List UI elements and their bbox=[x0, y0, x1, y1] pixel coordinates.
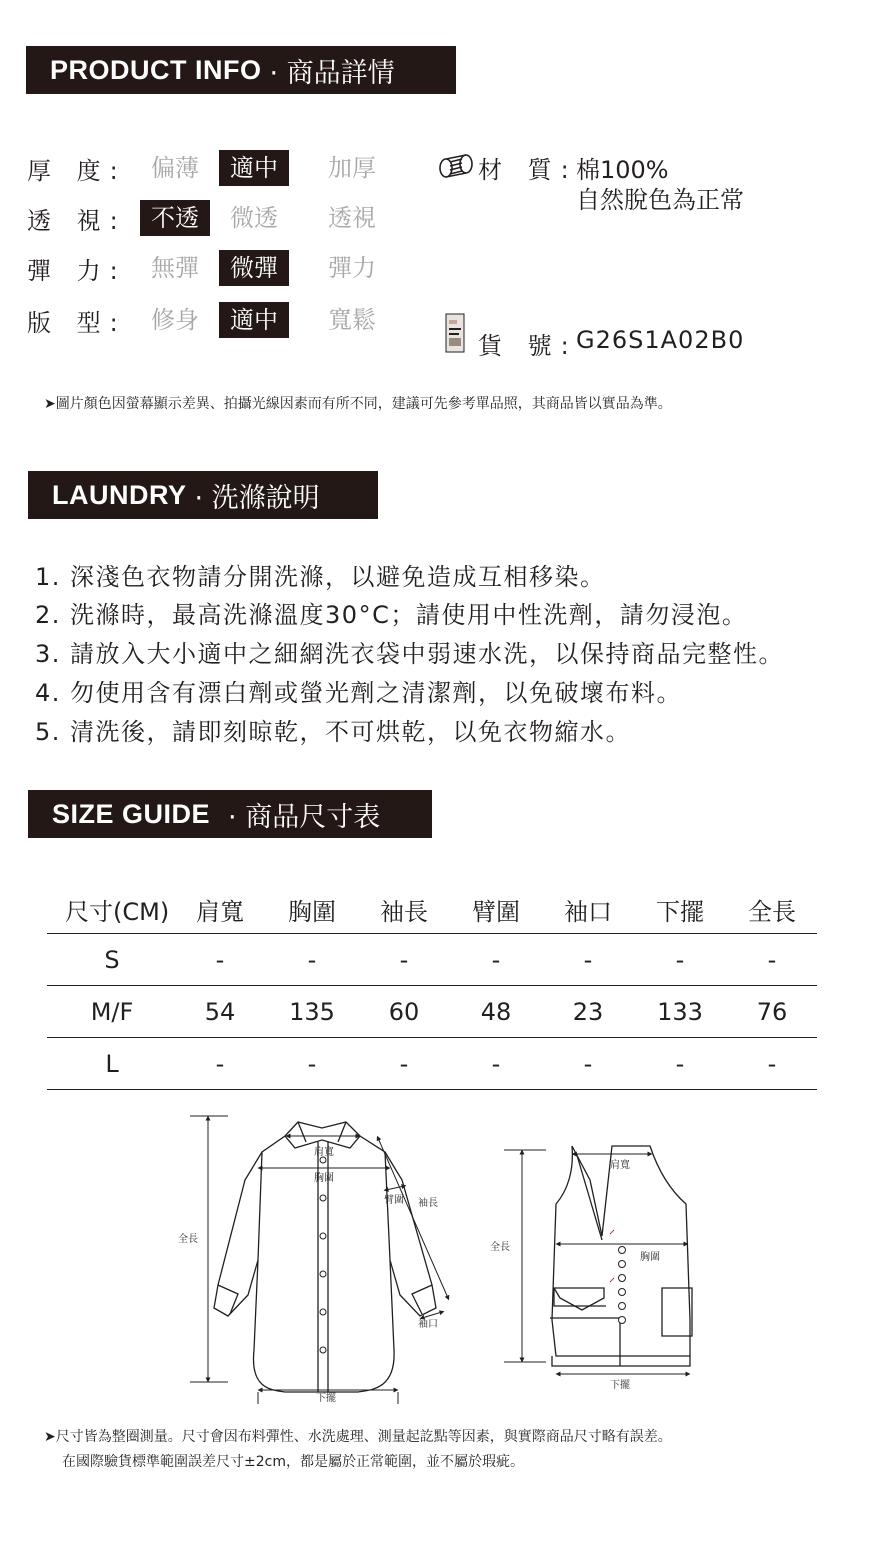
size-guide-header bbox=[28, 790, 432, 838]
size-note-1: ➤尺寸皆為整圈測量。尺寸會因布料彈性、水洗處理、測量起訖點等因素，與實際商品尺寸略有誤差。 bbox=[44, 1429, 672, 1445]
diagram-chest-label: 胸圍 bbox=[314, 1173, 334, 1184]
size-note-2: 在國際驗貨標準範圍誤差尺寸±2cm，都是屬於正常範圍，並不屬於瑕疵。 bbox=[62, 1454, 524, 1470]
laundry-item: 3. 請放入大小適中之細網洗衣袋中弱速水洗，以保持商品完整性。 bbox=[35, 640, 785, 668]
size-cell: L bbox=[105, 1049, 119, 1078]
size-guide-title-zh: · 商品尺寸表 bbox=[228, 801, 381, 833]
size-table-header bbox=[47, 885, 817, 933]
size-cell: - bbox=[767, 945, 777, 974]
product-info-title-zh: · 商品詳情 bbox=[269, 57, 395, 89]
attribute-option: 彈力 bbox=[328, 254, 376, 282]
size-cell: - bbox=[307, 1049, 317, 1078]
attribute-label: 透 視: bbox=[27, 206, 127, 235]
size-cell: - bbox=[491, 1049, 501, 1078]
size-cell: - bbox=[307, 945, 317, 974]
attribute-option-selected: 微彈 bbox=[219, 250, 289, 286]
laundry-item: 1. 深淺色衣物請分開洗滌，以避免造成互相移染。 bbox=[35, 563, 606, 591]
material-value: 棉100% bbox=[576, 156, 669, 184]
size-guide-title-en: SIZE GUIDE bbox=[52, 798, 211, 829]
attribute-option: 修身 bbox=[151, 306, 199, 334]
size-cell: - bbox=[675, 1049, 685, 1078]
attribute-option: 微透 bbox=[230, 204, 278, 232]
diagram-arm-label: 臂圍 bbox=[384, 1195, 404, 1206]
size-table-col-header: 尺寸(CM) bbox=[65, 897, 170, 926]
attribute-option: 透視 bbox=[328, 204, 376, 232]
laundry-item: 2. 洗滌時，最高洗滌溫度30°C；請使用中性洗劑，請勿浸泡。 bbox=[35, 601, 748, 629]
size-cell: - bbox=[215, 1049, 225, 1078]
material-block bbox=[436, 150, 856, 220]
attribute-option-selected: 適中 bbox=[219, 150, 289, 186]
laundry-title-zh: · 洗滌說明 bbox=[194, 482, 320, 514]
size-cell: 54 bbox=[204, 997, 236, 1026]
size-table-col-header: 袖口 bbox=[564, 897, 612, 926]
laundry-item: 5. 清洗後，請即刻晾乾，不可烘乾，以免衣物縮水。 bbox=[35, 718, 632, 746]
size-cell: 76 bbox=[756, 997, 788, 1026]
laundry-header bbox=[28, 471, 378, 519]
product-info-title-en: PRODUCT INFO bbox=[50, 54, 262, 85]
tag-icon bbox=[440, 312, 470, 354]
size-table-col-header: 肩寬 bbox=[196, 897, 244, 926]
material-note: 自然脫色為正常 bbox=[576, 186, 744, 214]
size-table-row bbox=[47, 985, 817, 1037]
diagram-shoulder-label: 肩寬 bbox=[314, 1147, 334, 1158]
attribute-row bbox=[27, 302, 427, 338]
attribute-row bbox=[27, 200, 427, 236]
size-cell: 135 bbox=[289, 997, 335, 1026]
attribute-option-selected: 適中 bbox=[219, 302, 289, 338]
shirt-measurement-diagram bbox=[170, 1100, 470, 1410]
size-table-col-header: 臂圍 bbox=[472, 897, 520, 926]
size-table-row bbox=[47, 933, 817, 985]
laundry-title-en: LAUNDRY bbox=[52, 479, 187, 510]
thread-spool-icon bbox=[436, 152, 476, 182]
size-cell: - bbox=[399, 945, 409, 974]
diagram-vest-shoulder-label: 肩寬 bbox=[610, 1160, 630, 1171]
size-table-row bbox=[47, 1037, 817, 1090]
size-cell: 23 bbox=[572, 997, 604, 1026]
size-table-col-header: 胸圍 bbox=[288, 897, 336, 926]
sku-block bbox=[436, 312, 856, 362]
size-cell: 48 bbox=[480, 997, 512, 1026]
size-cell: 60 bbox=[388, 997, 420, 1026]
vest-measurement-diagram bbox=[490, 1140, 710, 1400]
attribute-row bbox=[27, 250, 427, 286]
attribute-option: 加厚 bbox=[328, 154, 376, 182]
size-cell: - bbox=[583, 945, 593, 974]
size-cell: - bbox=[215, 945, 225, 974]
color-notice: ➤圖片顏色因螢幕顯示差異、拍攝光線因素而有所不同，建議可先參考單品照，其商品皆以實品為準。 bbox=[44, 396, 672, 412]
size-table bbox=[47, 885, 817, 1090]
size-table-col-header: 袖長 bbox=[380, 897, 428, 926]
attribute-label: 版 型: bbox=[27, 308, 127, 337]
diagram-vest-chest-label: 胸圍 bbox=[640, 1252, 660, 1263]
diagram-length-label: 全長 bbox=[178, 1234, 198, 1245]
sku-value: G26S1A02B0 bbox=[576, 326, 745, 354]
diagram-cuff-label: 袖口 bbox=[418, 1319, 438, 1330]
size-cell: M/F bbox=[90, 997, 134, 1026]
attribute-label: 彈 力: bbox=[27, 256, 127, 285]
size-cell: - bbox=[399, 1049, 409, 1078]
attribute-option-selected: 不透 bbox=[140, 200, 210, 236]
diagram-vest-length-label: 全長 bbox=[490, 1242, 510, 1253]
size-table-col-header: 下擺 bbox=[656, 897, 704, 926]
diagram-vest-hem-label: 下擺 bbox=[610, 1380, 630, 1391]
size-cell: S bbox=[104, 945, 120, 974]
size-cell: - bbox=[491, 945, 501, 974]
size-table-col-header: 全長 bbox=[748, 897, 796, 926]
product-info-header bbox=[26, 46, 456, 94]
diagram-hem-label: 下擺 bbox=[316, 1393, 336, 1404]
size-cell: 133 bbox=[657, 997, 703, 1026]
attribute-option: 無彈 bbox=[151, 254, 199, 282]
attribute-label: 厚 度: bbox=[27, 156, 127, 185]
diagram-sleeve-label: 袖長 bbox=[418, 1198, 438, 1209]
material-label: 材 質: bbox=[478, 156, 578, 184]
laundry-item: 4. 勿使用含有漂白劑或螢光劑之清潔劑，以免破壞布料。 bbox=[35, 679, 683, 707]
sku-label: 貨 號: bbox=[478, 332, 578, 360]
size-cell: - bbox=[767, 1049, 777, 1078]
size-cell: - bbox=[583, 1049, 593, 1078]
attribute-option: 偏薄 bbox=[151, 154, 199, 182]
attribute-row bbox=[27, 150, 427, 186]
size-cell: - bbox=[675, 945, 685, 974]
attribute-option: 寬鬆 bbox=[328, 306, 376, 334]
